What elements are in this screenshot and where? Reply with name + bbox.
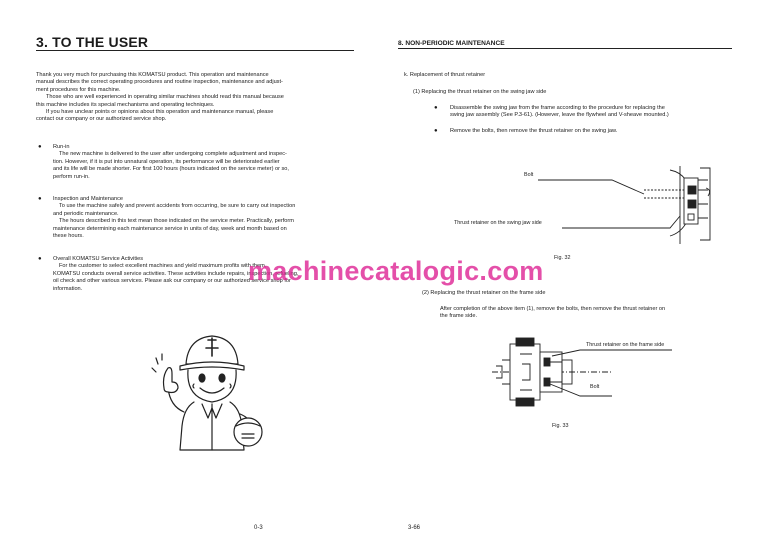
subitem-heading: (1) Replacing the thrust retainer on the swing jaw side [413, 89, 547, 95]
section-line: maintenance determining each maintenance service in units of day, week and month based on [53, 225, 287, 232]
worker-mascot-illustration [150, 326, 270, 456]
watermark-text: machinecatalogic.com [248, 256, 544, 286]
intro-line: Thank you very much for purchasing this KOMATSU product. This operation and maintenance [36, 72, 269, 78]
section-line: To use the machine safely and prevent accidents from occurring, be sure to carry out inspection [59, 203, 296, 210]
bullet-dot: ● [434, 128, 438, 134]
section-run-in [53, 144, 363, 181]
section-line: perform run-in. [53, 173, 90, 180]
step-line: Disassemble the swing jaw from the frame according to the procedure for replacing the [450, 105, 665, 111]
title-rule [398, 48, 732, 49]
section-inspection [53, 196, 363, 240]
page-number: 0-3 [254, 525, 263, 531]
intro-paragraph [36, 72, 358, 124]
intro-line: ment procedures for this machine. [36, 86, 121, 93]
fig33-bolt-label: Bolt [590, 384, 600, 390]
intro-line: manual describes the correct operating procedures and routine inspection, maintenance and adjust- [36, 79, 283, 86]
intro-line: this machine includes its special mechanisms and operating techniques. [36, 101, 215, 108]
bullet-dot: ● [38, 256, 42, 262]
step-line: the frame side. [440, 313, 477, 320]
item-heading: k. Replacement of thrust retainer [404, 72, 486, 78]
step-line: swing jaw assembly (See P.3-61). (However, leave the flywheel and V-sheave mounted.) [450, 112, 669, 119]
intro-line: contact our company or our authorized service shop. [36, 116, 167, 123]
step-line: Remove the bolts, then remove the thrust retainer on the swing jaw. [450, 128, 618, 134]
section-heading: Run-in [53, 144, 70, 150]
section-line: KOMATSU conducts overall service activities. These activities include repairs, inspection, refueling, [53, 270, 299, 277]
subitem-heading: (2) Replacing the thrust retainer on the frame side [422, 290, 546, 296]
section-line: oil check and other various services. Please ask our company or our authorized service shop for [53, 278, 291, 285]
step-text [440, 306, 750, 321]
section-line: The hours described in this text mean those indicated on the service meter. Practically, perform [59, 218, 294, 225]
fig33-caption: Fig. 33 [552, 423, 569, 429]
section-line: these hours. [53, 233, 84, 240]
fig32-retainer-label: Thrust retainer on the swing jaw side [454, 220, 542, 226]
fig33-retainer-label: Thrust retainer on the frame side [586, 342, 665, 348]
section-title: 8. NON-PERIODIC MAINTENANCE [398, 40, 505, 47]
intro-line: Those who are well experienced in operating similar machines should read this manual because [46, 94, 284, 101]
step-text [450, 105, 750, 120]
section-line: information. [53, 285, 83, 292]
section-heading: Inspection and Maintenance [53, 196, 123, 202]
step-text [450, 128, 750, 135]
fig32-bolt-label: Bolt [524, 172, 534, 178]
fig32-caption: Fig. 32 [554, 255, 571, 261]
section-line: For the customer to select excellent machines and yield maximum profits with them, [59, 263, 267, 270]
section-line: tion. However, if it is put into unnatural operation, its performance will be deteriorated earlier [53, 158, 280, 165]
page-title: 3. TO THE USER [36, 34, 149, 50]
intro-line: If you have unclear points or opinions about this operation and maintenance manual, please [46, 109, 274, 116]
bullet-dot: ● [38, 144, 42, 150]
section-line: and its life will be made shorter. For first 100 hours (hours indicated on the service meter) or so, [53, 166, 289, 173]
bullet-dot: ● [38, 196, 42, 202]
section-heading: Overall KOMATSU Service Activities [53, 256, 144, 262]
section-line: and periodic maintenance. [53, 210, 119, 217]
section-line: The new machine is delivered to the user after undergoing complete adjustment and inspec- [59, 151, 287, 158]
page-number: 3-66 [408, 525, 421, 531]
title-rule [36, 50, 354, 51]
bullet-dot: ● [434, 105, 438, 111]
step-line: After completion of the above item (1), remove the bolts, then remove the thrust retainer on [440, 306, 666, 312]
